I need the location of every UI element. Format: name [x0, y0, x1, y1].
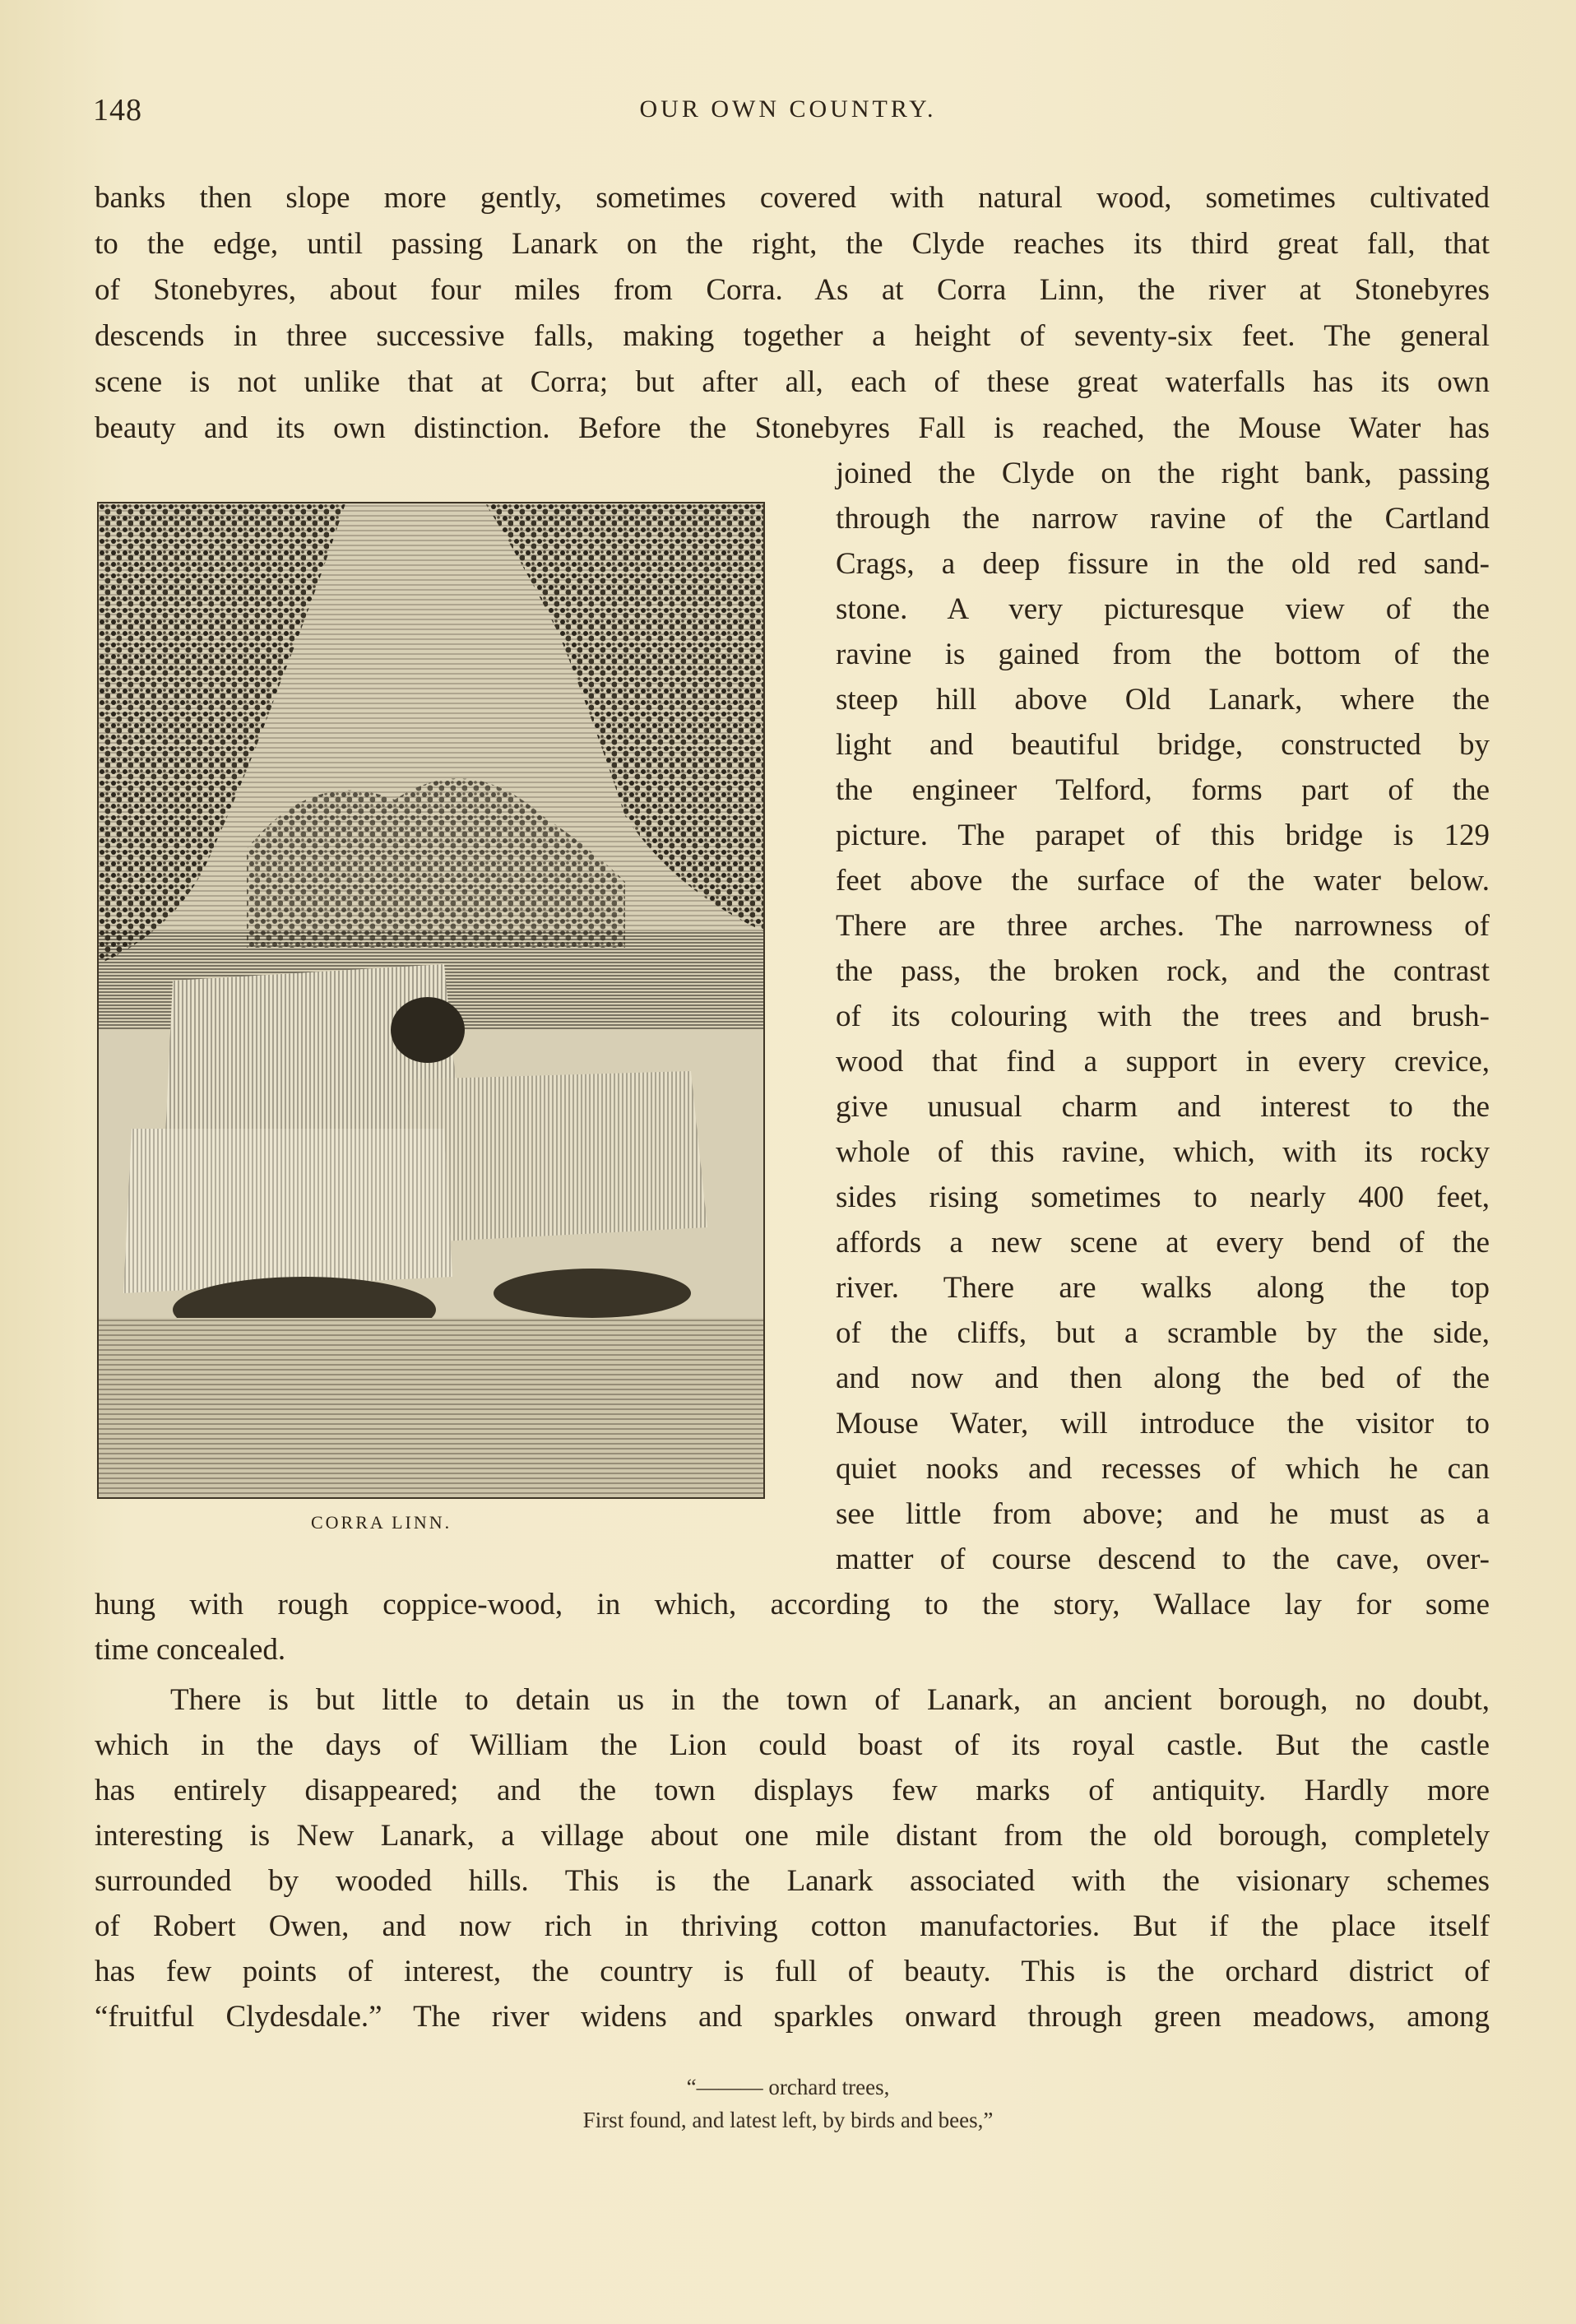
text-line: give unusual charm and interest to the	[836, 1090, 1490, 1124]
running-title: OUR OWN COUNTRY.	[639, 95, 937, 123]
text-line: river. There are walks along the top	[836, 1271, 1490, 1305]
text-line: through the narrow ravine of the Cartland	[836, 502, 1490, 536]
text-line: interesting is New Lanark, a village about one mile distant from the old borough, completely	[95, 1819, 1490, 1853]
text-line: of Stonebyres, about four miles from Corra. As at Corra Linn, the river at Stonebyres	[95, 273, 1490, 307]
text-line: light and beautiful bridge, constructed by	[836, 728, 1490, 762]
text-line: of Robert Owen, and now rich in thriving cotton manufactories. But if the place itself	[95, 1909, 1490, 1943]
text-line: the pass, the broken rock, and the contrast	[836, 954, 1490, 988]
page-number: 148	[93, 93, 142, 128]
quote-line-2: First found, and latest left, by birds and bees,”	[582, 2108, 994, 2132]
text-line: quiet nooks and recesses of which he can	[836, 1452, 1490, 1486]
text-line: surrounded by wooded hills. This is the Lanark associated with the visionary schemes	[95, 1864, 1490, 1898]
text-line: “fruitful Clydesdale.” The river widens and sparkles onward through green meadows, among	[95, 2000, 1490, 2034]
text-line: of the cliffs, but a scramble by the side,	[836, 1316, 1490, 1350]
text-line: ravine is gained from the bottom of the	[836, 638, 1490, 671]
text-line: has few points of interest, the country is full of beauty. This is the orchard district of	[95, 1955, 1490, 1988]
text-line: beauty and its own distinction. Before the Stonebyres Fall is reached, the Mouse Water has	[95, 411, 1490, 445]
illustration-caption: CORRA LINN.	[311, 1512, 452, 1533]
text-line: wood that find a support in every crevice,	[836, 1045, 1490, 1079]
text-line: descends in three successive falls, making together a height of seventy-six feet. The general	[95, 319, 1490, 353]
text-line: Mouse Water, will introduce the visitor to	[836, 1407, 1490, 1440]
text-line: There are three arches. The narrowness of	[836, 909, 1490, 943]
text-line: joined the Clyde on the right bank, passing	[836, 457, 1490, 490]
text-line: time concealed.	[95, 1633, 286, 1667]
text-line: scene is not unlike that at Corra; but after all, each of these great waterfalls has its own	[95, 365, 1490, 399]
waterfall-image	[99, 503, 763, 1497]
text-line: the engineer Telford, forms part of the	[836, 773, 1490, 807]
text-line: hung with rough coppice-wood, in which, according to the story, Wallace lay for some	[95, 1588, 1490, 1621]
text-line: to the edge, until passing Lanark on the right, the Clyde reaches its third great fall, that	[95, 227, 1490, 261]
text-line: There is but little to detain us in the town of Lanark, an ancient borough, no doubt,	[170, 1683, 1490, 1717]
text-line: matter of course descend to the cave, over-	[836, 1542, 1490, 1576]
text-line: see little from above; and he must as a	[836, 1497, 1490, 1531]
text-line: of its colouring with the trees and brush-	[836, 1000, 1490, 1033]
text-line: stone. A very picturesque view of the	[836, 592, 1490, 626]
text-line: sides rising sometimes to nearly 400 feet,	[836, 1181, 1490, 1214]
waterfall-engraving	[97, 502, 765, 1499]
text-line: which in the days of William the Lion could boast of its royal castle. But the castle	[95, 1728, 1490, 1762]
text-line: Crags, a deep fissure in the old red sand-	[836, 547, 1490, 581]
text-line: banks then slope more gently, sometimes covered with natural wood, sometimes cultivated	[95, 181, 1490, 215]
text-line: whole of this ravine, which, with its rocky	[836, 1135, 1490, 1169]
text-line: feet above the surface of the water below.	[836, 864, 1490, 898]
text-line: picture. The parapet of this bridge is 129	[836, 819, 1490, 852]
text-line: affords a new scene at every bend of the	[836, 1226, 1490, 1259]
text-line: has entirely disappeared; and the town displays few marks of antiquity. Hardly more	[95, 1774, 1490, 1807]
text-line: steep hill above Old Lanark, where the	[836, 683, 1490, 717]
quote-line-1: “——— orchard trees,	[686, 2075, 890, 2099]
text-line: and now and then along the bed of the	[836, 1361, 1490, 1395]
